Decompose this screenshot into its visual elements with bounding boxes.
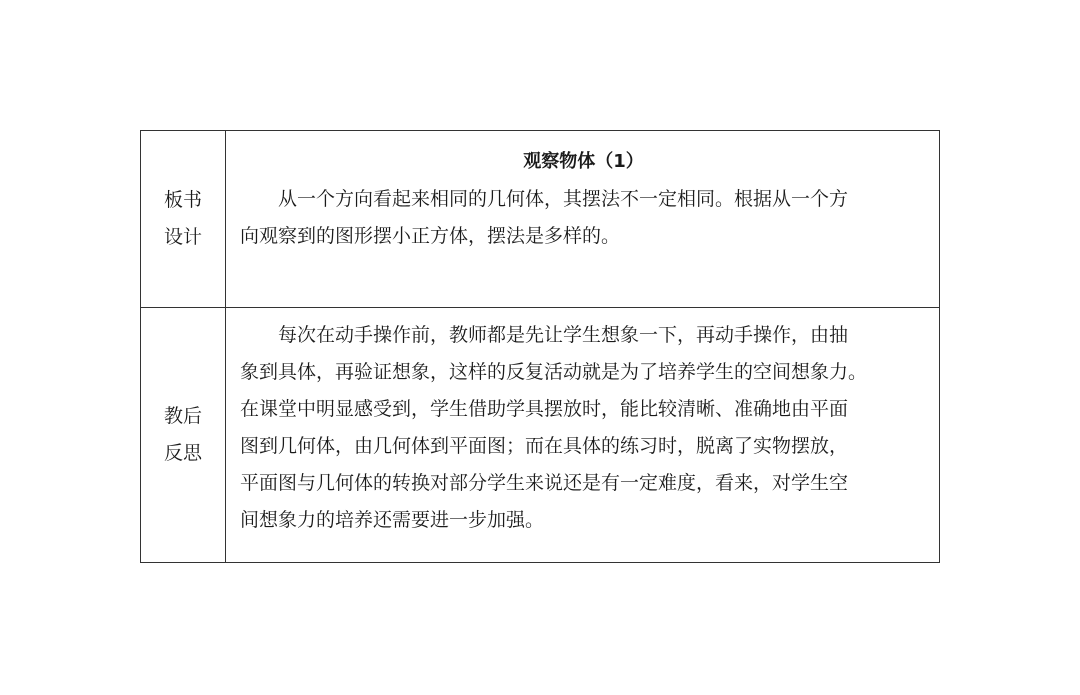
board-design-content-cell bbox=[226, 131, 939, 308]
board-design-label bbox=[164, 182, 202, 256]
reflection-line-3: 在课堂中明显感受到，学生借助学具摆放时，能比较清晰、准确地由平面 bbox=[240, 398, 849, 420]
reflection-content-cell bbox=[226, 308, 939, 562]
board-design-line-2: 向观察到的图形摆小正方体，摆法是多样的。 bbox=[240, 225, 621, 247]
reflection-line-4: 图到几何体，由几何体到平面图；而在具体的练习时，脱离了实物摆放， bbox=[240, 435, 849, 457]
reflection-line-2: 象到具体，再验证想象，这样的反复活动就是为了培养学生的空间想象力。 bbox=[240, 361, 868, 383]
board-design-heading: 观察物体（1） bbox=[523, 151, 644, 172]
board-design-text bbox=[240, 181, 927, 255]
lesson-table bbox=[140, 130, 940, 563]
board-design-line-1: 从一个方向看起来相同的几何体，其摆法不一定相同。根据从一个方 bbox=[278, 188, 849, 210]
reflection-label-line-1: 教后 bbox=[163, 405, 202, 427]
board-design-label-line-2: 设计 bbox=[163, 226, 202, 248]
reflection-label-line-2: 反思 bbox=[163, 442, 202, 464]
board-design-label-line-1: 板书 bbox=[163, 189, 202, 211]
reflection-label-cell bbox=[141, 308, 226, 562]
board-design-label-cell bbox=[141, 131, 226, 308]
reflection-line-5: 平面图与几何体的转换对部分学生来说还是有一定难度，看来，对学生空 bbox=[240, 472, 849, 494]
reflection-label bbox=[164, 398, 202, 472]
reflection-line-6: 间想象力的培养还需要进一步加强。 bbox=[240, 509, 545, 531]
reflection-text bbox=[240, 317, 927, 539]
reflection-line-1: 每次在动手操作前，教师都是先让学生想象一下，再动手操作，由抽 bbox=[278, 324, 849, 346]
